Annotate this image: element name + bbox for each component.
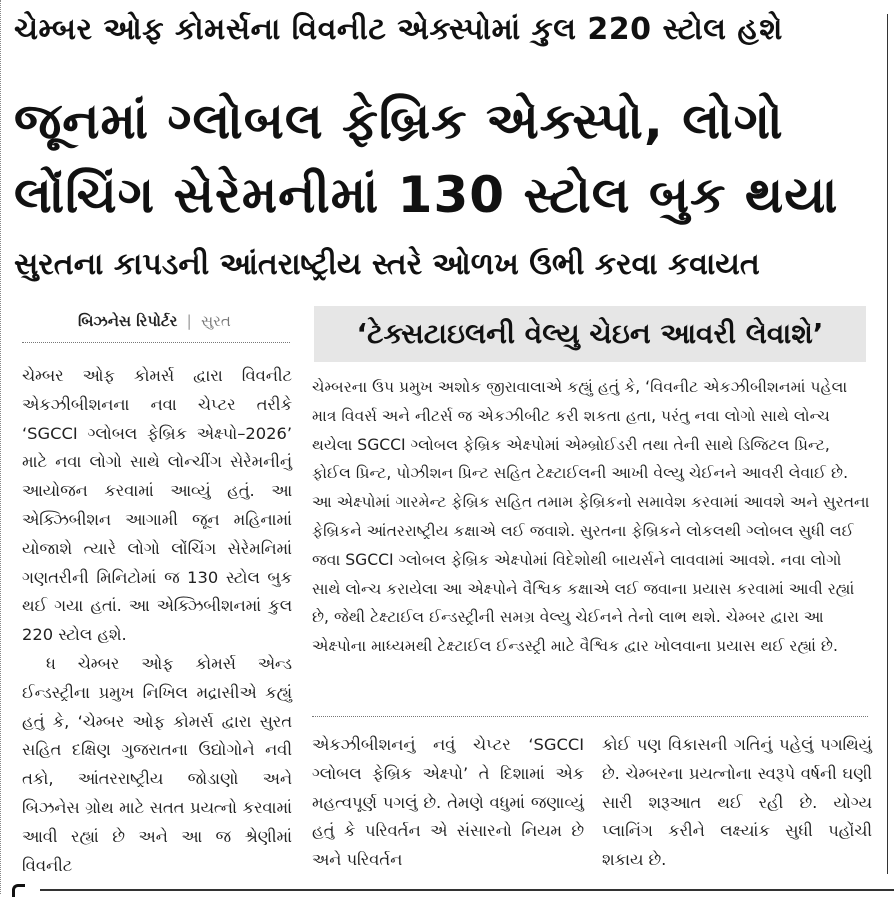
next-article-mark [12,884,25,897]
bottom-rule [40,889,894,891]
page-edge-dotted [0,0,3,894]
byline-separator: | [186,312,192,330]
right-column [312,373,872,661]
left-paragraph-1: ચેમ્બર ઓફ કોમર્સ દ્વારા વિવનીટ એકઝીબીશનના નવા ચેપ્ટર તરીકે ‘SGCCI ગ્લોબલ ફેબ્રિક એક્ષ્પો–2026’ માટે નવા લોગો સાથે લોન્ચીંગ સેરેમનીનું આયોજન કરવામાં આવ્યું હતું. આ એક્ઝિબીશન આગામી જૂન મહિનામાં યોજાશે ત્યારે લોગો લોંચિંગ સેરેમનિમાં ગણતરીની મિનિટોમાં જ 130 સ્ટોલ બુક થઈ ગયા હતાં. આ એક્ઝિબીશનમાં કુલ 220 સ્ટોલ હશે. [22,366,292,645]
bottom-column-1: એકઝીબીશનનું નવું ચેપ્ટર ‘SGCCI ગ્લોબલ ફેબ્રિક એક્ષ્પો’ તે દિશામાં એક મહત્વપૂર્ણ પગલું છે. તેમણે વધુમાં જણાવ્યું હતું કે પરિવર્તન એ સંસારનો નિયમ છે અને પરિવર્તન [312,735,584,870]
pullquote-box: ‘ટેક્સટાઇલની વેલ્યુ ચેઇન આવરી લેવાશે’ [314,306,866,362]
subheadline: સુરતના કાપડની આંતરાષ્ટ્રીય સ્તરે ઓળખ ઉભી કરવા કવાયત [14,247,760,282]
byline-author: બિઝનેસ રિપોર્ટર [78,312,178,330]
byline-divider [22,342,290,343]
byline-city: સુરત [200,312,231,330]
main-headline-line-2: લોંચિંગ સેરેમનીમાં 130 સ્ટોલ બુક થયા [14,166,839,224]
byline [78,312,231,330]
main-headline-line-1: જૂનમાં ગ્લોબલ ફેબ્રિક એક્સ્પો, લોગો [14,92,784,150]
column-rule-right [887,14,888,874]
section-divider [312,716,868,717]
bottom-column-2: કોઈ પણ વિકાસની ગતિનું પહેલું પગથિયું છે. ચેમ્બરના પ્રયત્નોના સ્વરૂપે વર્ષની ઘણી સારી શરૂઆત થઈ રહી છે. યોગ્ય પ્લાનિંગ કરીને લક્ષ્યાંક સુધી પહોંચી શકાય છે. [602,735,872,870]
left-paragraph-2: ધ ચેમ્બર ઓફ કોમર્સ એન્ડ ઈન્ડસ્ટ્રીના પ્રમુખ નિખિલ મદ્રાસીએ કહ્યું હતું કે, ‘ચેમ્બર ઓફ કોમર્સ દ્વારા સુરત સહિત દક્ષિણ ગુજરાતના ઉદ્યોગોને નવી તકો, આંતરરાષ્ટ્રીય જોડાણો અને બિઝનેસ ગ્રોથ માટે સતત પ્રયત્નો કરવામાં આવી રહ્યાં છે અને આ જ શ્રેણીમાં વિવનીટ [22,653,292,875]
kicker-headline: ચેમ્બર ઓફ કોમર્સના વિવનીટ એક્સ્પોમાં કુલ 220 સ્ટોલ હશે [14,12,783,47]
right-paragraph-1: ચેમ્બરના ઉપ પ્રમુખ અશોક જીરાવાલાએ કહ્યું હતું કે, ‘વિવનીટ એકઝીબીશનમાં પહેલા માત્ર વિવર્સ અને નીટર્સ જ એકઝીબીટ કરી શકતા હતા, પરંતુ નવા લોગો સાથે લોન્ચ થયેલા SGCCI ગ્લોબલ ફેબ્રિક એક્ષ્પોમાં એમ્બ્રોઈડરી તથા તેની સાથે ડિજિટલ પ્રિન્ટ, ફોઈલ પ્રિન્ટ, પોઝીશન પ્રિન્ટ સહિત ટેક્ષ્ટાઈલની આખી વેલ્યુ ચેઈનને આવરી લેવાઈ છે. આ એક્ષ્પોમાં ગારમેન્ટ ફેબ્રિક સહિત તમામ ફેબ્રિકનો સમાવેશ કરવામાં આવશે અને સુરતના ફેબ્રિકને આંતરરાષ્ટ્રીય કક્ષાએ લઈ જવાશે. સુરતના ફેબ્રિકને લોકલથી ગ્લોબલ સુધી લઈ જવા SGCCI ગ્લોબલ ફેબ્રિક એક્ષ્પોમાં વિદેશોથી બાયર્સને લાવવામાં આવશે. નવા લોગો સાથે લોન્ચ કરાયેલા આ એક્ષ્પોને વૈશ્વિક કક્ષાએ લઈ જવાના પ્રયાસ કરવામાં આવી રહ્યાં છે, જેથી ટેક્ષ્ટાઈલ ઈન્ડસ્ટ્રીની સમગ્ર વેલ્યુ ચેઈનને તેનો લાભ થશે. ચેમ્બર દ્વારા આ એક્ષ્પોના માધ્યમથી ટેક્ષ્ટાઈલ ઈન્ડસ્ટ્રી માટે વૈશ્વિક દ્વાર ખોલવાના પ્રયાસ થઈ રહ્યાં છે. [312,378,870,656]
left-column [22,362,292,880]
